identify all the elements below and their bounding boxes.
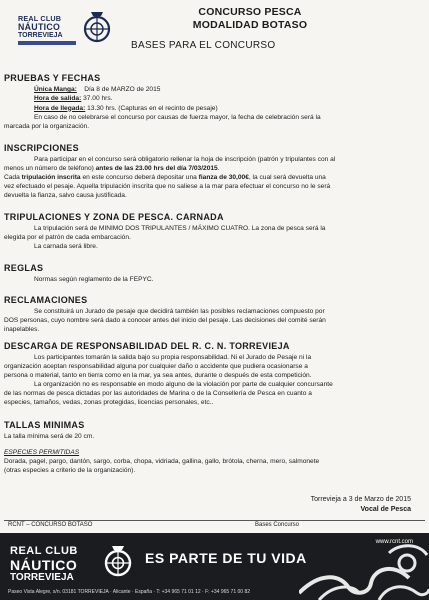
signature-role: Vocal de Pesca <box>360 506 411 513</box>
heading-reglas: REGLAS <box>4 263 44 273</box>
tripulaciones-line-3: La carnada será libre. <box>34 243 98 250</box>
inscripciones-line-3a: Cada <box>4 174 22 181</box>
tripulaciones-line-2: elegida por el patrón de cada embarcación. <box>4 234 131 241</box>
manga-label: Única Manga: <box>34 86 77 93</box>
inscripciones-deadline: antes de las 23.00 hrs del día 7/03/2015 <box>95 165 218 172</box>
footer-right-text: Bases Concurso <box>255 522 300 528</box>
reclamaciones-line-1: Se constituirá un Jurado de pesaje que decidirá también las posibles reclamaciones compuesto por <box>34 308 325 315</box>
especies-note: (otras especies a criterio de la organización). <box>4 467 136 474</box>
tallas-line-1: La talla mínima será de 20 cm. <box>4 433 95 440</box>
banner-logo-line-1: REAL CLUB <box>10 545 78 557</box>
logo-bar <box>18 41 76 45</box>
inscripciones-line-5: devuelta la fianza, salvo causa justificada. <box>4 192 127 199</box>
salida-label: Hora de salida: <box>34 95 82 103</box>
banner-logo-line-3: TORREVIEJA <box>10 572 74 583</box>
tripulaciones-line-1: La tripulación será de MINIMO DOS TRIPULANTES / MÁXIMO CUATRO. La zona de pesca será la <box>34 225 326 232</box>
inscripciones-line-3 <box>4 173 326 182</box>
logo-line-1: REAL CLUB <box>18 14 62 23</box>
reclamaciones-line-3: inapelables. <box>4 326 40 333</box>
inscripciones-line-3c: en este concurso deberá depositar una <box>80 174 199 181</box>
footer-left-text: RCNT – CONCURSO BOTASO <box>8 522 93 528</box>
heading-inscripciones: INSCRIPCIONES <box>4 143 79 153</box>
inscripciones-line-2a: menos un número de teléfono) <box>4 165 96 172</box>
contest-modality: MODALIDAD BOTASO <box>192 19 308 31</box>
llegada-label: Hora de llegada: <box>34 104 86 112</box>
logo-line-2: NÁUTICO <box>18 22 61 32</box>
footer-banner <box>0 533 429 600</box>
heading-reclamaciones: RECLAMACIONES <box>4 295 88 305</box>
manga-value: Día 8 de MARZO de 2015 <box>84 86 161 93</box>
club-logo <box>18 10 116 52</box>
inscripciones-fianza: fianza de 30,00€ <box>198 174 249 181</box>
pruebas-text-1: En caso de no celebrarse el concurso por causas de fuerza mayor, la fecha de celebración será la <box>34 114 321 121</box>
heading-descarga: DESCARGA DE RESPONSABILIDAD DEL R. C. N. TORREVIEJA <box>4 341 290 351</box>
descarga-line-2: organización aceptan responsabilidad alguna por cualquier daño o accidente que pudiera ocasionarse a <box>4 363 308 370</box>
salida-value: 37.00 hrs. <box>83 95 113 103</box>
reglas-line-1: Normas según reglamento de la FEPYC. <box>34 276 154 283</box>
descarga-line-5: de las normas de pesca dictadas por las autoridades de Marina o de la Consellería de Pesca en cuanto a <box>4 390 312 397</box>
inscripciones-line-4: vez efectuado el pesaje. Aquella tripulación inscrita que no saliese a la mar para efectuar el concurso no le será <box>4 183 331 190</box>
footer-divider <box>4 520 425 521</box>
inscripciones-line-2c: . <box>217 165 220 172</box>
footer-address: Paseo Vista Alegre, s/n. 03181 TORREVIEJA · Alicante · España · T: +34 965 71 01 12 · F: +34 965 71 00 82 <box>8 589 251 595</box>
banner-slogan: ES PARTE DE TU VIDA <box>145 550 307 566</box>
inscripciones-line-3e: , la cual será devuelta una <box>248 174 326 181</box>
descarga-line-4: La organización no es responsable en modo alguno de la violación por parte de cualquier concursante <box>34 381 333 388</box>
llegada-value: 13.30 hrs. (Capturas en el recinto de pesaje) <box>87 104 218 112</box>
signature-block <box>311 495 411 515</box>
heading-pruebas: PRUEBAS Y FECHAS <box>4 73 101 83</box>
inscripciones-tripulacion: tripulación inscrita <box>21 174 81 181</box>
footer-website: www.rcnt.com <box>375 539 413 545</box>
pruebas-details <box>34 85 218 113</box>
club-emblem-icon <box>80 10 114 44</box>
banner-emblem-icon <box>100 543 136 579</box>
especies-label: ESPECIES PERMITIDAS <box>4 449 80 456</box>
heading-tripulaciones: TRIPULACIONES Y ZONA DE PESCA. CARNADA <box>4 212 224 222</box>
inscripciones-line-1: Para participar en el concurso será obligatorio rellenar la hoja de inscripción (patrón y tripulantes con al <box>34 156 336 163</box>
descarga-line-3: persona o material, tanto en tierra como en la mar, ya sea antes, durante o después de esta competición. <box>4 372 312 379</box>
contest-title: CONCURSO PESCA <box>198 6 302 18</box>
logo-line-3: TORREVIEJA <box>18 32 63 39</box>
pruebas-text-2: marcada por la organización. <box>4 123 90 130</box>
wave-decoration-icon <box>299 533 429 600</box>
banner-logo-line-2: NÁUTICO <box>10 557 78 573</box>
reclamaciones-line-2: DOS personas, cuyo nombre será dado a conocer antes del inicio del pesaje. Las decisiones del comité serán <box>4 317 326 324</box>
heading-tallas: TALLAS MINIMAS <box>4 420 85 430</box>
document-subtitle: BASES PARA EL CONCURSO <box>131 40 276 51</box>
signature-place-date: Torrevieja a 3 de Marzo de 2015 <box>310 496 411 503</box>
descarga-line-6: especies, tamaños, vedas, zonas protegidas, licencias personales, etc.. <box>4 399 214 406</box>
descarga-line-1: Los participantes tomarán la salida bajo su propia responsabilidad. Ni el Jurado de Pesaje ni la <box>34 354 312 361</box>
inscripciones-line-2 <box>4 164 220 173</box>
especies-list: Dorada, pagel, pargo, dantón, sargo, corba, chopa, vidriada, gallina, gallo, brótola, cherna, mero, salmonete <box>4 458 320 465</box>
